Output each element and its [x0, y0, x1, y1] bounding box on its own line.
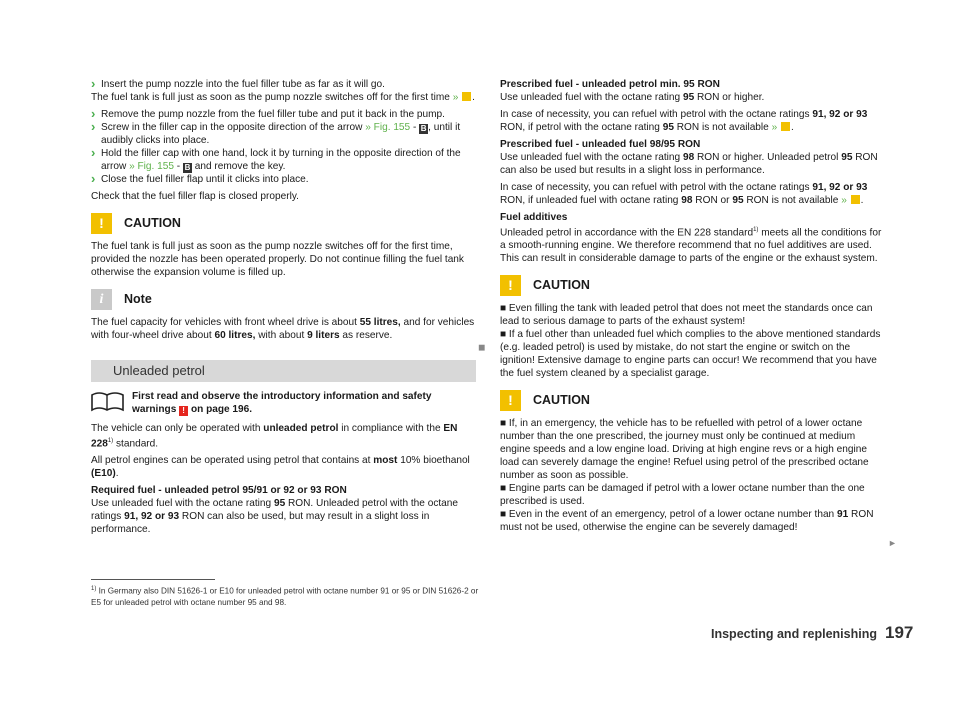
fuel-additives-paragraph: Fuel additives Unleaded petrol in accordance with the EN 228 standard$^{1)}$ meets all the conditions for a smooth-running engine. We therefore recommend that no fuel additives are used. This can result in considerable damage to parts of the engine or the exhaust system. — [500, 212, 882, 265]
caution-bullet: ■ Even filling the tank with leaded petrol that does not meet the standards once can lead to serious damage to parts of the exhaust system! — [500, 303, 873, 328]
figure-letter-b: B — [420, 124, 427, 133]
section-title: Unleaded petrol — [91, 360, 476, 382]
warning-icon — [851, 195, 860, 204]
prescribed-98-paragraph: Prescribed fuel - unleaded fuel 98/95 RON Use unleaded fuel with the octane rating 98 RON or higher. Unleaded petrol 95 RON can also be used but results in a slight loss in performance. — [500, 139, 878, 176]
caution-bullet: ■ If a fuel other than unleaded fuel which complies to the above mentioned standards (e.g. leaded petrol) is used by mistake, do not start the engine or switch on the ignition! Extensive damage to engine parts can occur! We recommend that you have the fuel system cleaned by a specialist garage. — [500, 329, 881, 380]
footnote: $^{1)}$ In Germany also DIN 51626-1 or E10 for unleaded petrol with octane number 91 or 95 or DIN 51626-2 or E5 for unleaded petrol with octane number 95 and 98. — [91, 586, 479, 607]
required-fuel-paragraph: Required fuel - unleaded petrol 95/91 or 92 or 93 RON Use unleaded fuel with the octane rating 95 RON. Unleaded petrol with the octane ratings 91, 92 or 93 RON can also be used, but may result in a slight loss in performance. — [91, 485, 459, 536]
warning-icon: ! — [91, 213, 112, 234]
caution-header — [91, 213, 476, 234]
continue-arrow-icon: ► — [888, 538, 897, 548]
step-remove-nozzle: › Remove the pump nozzle from the fuel filler tube and put it back in the pump. — [91, 108, 476, 121]
page-number: 197 — [885, 623, 914, 642]
check-paragraph: Check that the fuel filler flap is closed properly. — [91, 191, 299, 202]
warning-icon: ! — [500, 275, 521, 296]
necessity-2-paragraph: In case of necessity, you can refuel with petrol with the octane ratings 91, 92 or 93 RON, if unleaded fuel with octane rating 98 RON or 95 RON is not available » . — [500, 182, 868, 206]
figure-link[interactable]: » Fig. 155 — [129, 161, 174, 172]
step-screw-cap: › Screw in the filler cap in the opposite direction of the arrow » Fig. 155 - B , until it audibly clicks into place. — [91, 121, 476, 147]
section-end-mark: ◼ — [478, 342, 486, 352]
chapter-title: Inspecting and replenishing — [711, 627, 877, 641]
note-header — [91, 289, 476, 310]
necessity-1-paragraph: In case of necessity, you can refuel with petrol with the octane ratings 91, 92 or 93 RON, if petrol with the octane rating 95 RON is not available » . — [500, 109, 868, 133]
footnote-divider — [91, 579, 215, 580]
step-insert-nozzle: › Insert the pump nozzle into the fuel filler tube as far as it will go. — [91, 78, 476, 91]
book-icon — [91, 390, 124, 416]
right-column — [500, 78, 885, 534]
unleaded-paragraph: The vehicle can only be operated with unleaded petrol in compliance with the EN 228$^{1)}$ standard. — [91, 423, 458, 450]
note-title: Note — [124, 292, 152, 306]
caution-title: CAUTION — [533, 278, 590, 293]
figure-link[interactable]: » Fig. 155 — [365, 122, 411, 133]
bioethanol-paragraph: All petrol engines can be operated using petrol that contains at most 10% bioethanol (E10). — [91, 455, 470, 480]
caution-text: The fuel tank is full just as soon as the pump nozzle switches off for the first time, provided the nozzle has been operated properly. Do not continue filling the fuel tank otherwise the expansion volume is filled up. — [91, 241, 464, 278]
cross-ref[interactable]: » — [771, 122, 778, 133]
read-first-notice: First read and observe the introductory information and safety warnings ! on page 196. — [91, 390, 476, 416]
caution-header — [500, 275, 885, 296]
caution-bullet: ■ Even in the event of an emergency, petrol of a lower octane number than 91 RON must not be used, otherwise the engine can be severely damaged! — [500, 509, 874, 534]
warning-icon — [781, 122, 790, 131]
cross-ref[interactable]: » — [452, 92, 459, 103]
caution-header — [500, 390, 885, 411]
caution-title: CAUTION — [124, 216, 181, 230]
info-icon: i — [91, 289, 112, 310]
prescribed-95-paragraph: Prescribed fuel - unleaded petrol min. 95 RON Use unleaded fuel with the octane rating 95 RON or higher. — [500, 79, 765, 103]
caution-bullet: ■ If, in an emergency, the vehicle has to be refuelled with petrol of a lower octane number than the one prescribed, the journey must only be continued at medium engine speeds and a low engine load. Driving at high engine revs or a high engine load can severely damage the engine! Refuel using petrol of the prescribed octane number as soon as possible. — [500, 418, 869, 482]
warning-red-icon: ! — [179, 406, 188, 416]
warning-icon: ! — [500, 390, 521, 411]
page-footer — [711, 623, 914, 642]
step-lock-cap: › Hold the filler cap with one hand, lock it by turning in the opposite direction of the arrow » Fig. 155 - B and remove the key. — [91, 147, 476, 173]
warning-icon — [462, 92, 471, 101]
left-column — [91, 78, 476, 536]
caution-bullet: ■ Engine parts can be damaged if petrol with a lower octane number than the one prescribed is used. — [500, 483, 865, 508]
cross-ref[interactable]: » — [841, 195, 847, 206]
step-close-flap: › Close the fuel filler flap until it clicks into place. — [91, 173, 476, 186]
figure-letter-b: B — [184, 163, 191, 172]
caution-title: CAUTION — [533, 393, 590, 408]
full-tank-paragraph: The fuel tank is full just as soon as the pump nozzle switches off for the first time » . — [91, 92, 475, 103]
note-text: The fuel capacity for vehicles with front wheel drive is about 55 litres, and for vehicles with four-wheel drive about 60 litres, with about 9 liters as reserve. — [91, 317, 475, 341]
